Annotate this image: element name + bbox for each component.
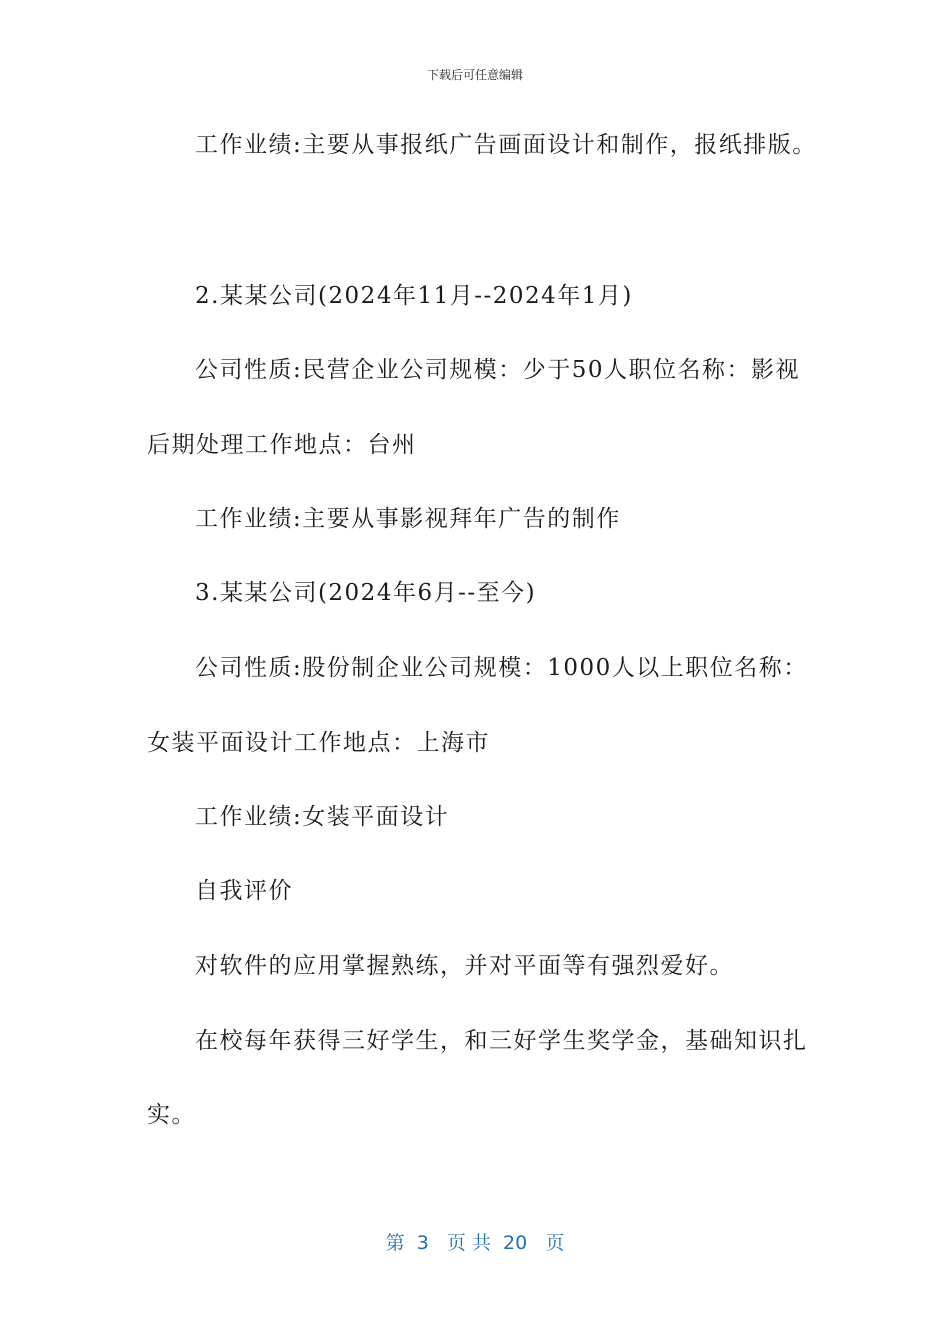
text-line-self-eval-1: 对软件的应用掌握熟练，并对平面等有强烈爱好。 — [195, 953, 734, 979]
text-line-company-3-location: 女装平面设计工作地点：上海市 — [147, 730, 490, 756]
header-note: 下载后可任意编辑 — [426, 68, 523, 82]
text-line-company-3-nature: 公司性质:股份制企业公司规模：1000人以上职位名称： — [195, 655, 808, 681]
text-line-work-achievement-1: 工作业绩:主要从事报纸广告画面设计和制作，报纸排版。 — [195, 132, 817, 158]
text-line-company-3: 3.某某公司(2024年6月--至今) — [195, 580, 537, 606]
text-line-work-achievement-2: 工作业绩:主要从事影视拜年广告的制作 — [195, 506, 621, 532]
text-line-self-eval-2-cont: 实。 — [147, 1102, 196, 1128]
text-line-company-2: 2.某某公司(2024年11月--2024年1月) — [195, 283, 633, 309]
text-line-work-achievement-3: 工作业绩:女装平面设计 — [195, 804, 450, 830]
section-heading-self-evaluation: 自我评价 — [195, 878, 293, 904]
page-number-footer: 第 3 页 共 20 页 — [385, 1232, 565, 1254]
text-line-self-eval-2: 在校每年获得三好学生，和三好学生奖学金，基础知识扎 — [195, 1028, 808, 1054]
text-line-company-2-nature: 公司性质:民营企业公司规模：少于50人职位名称：影视 — [195, 357, 801, 383]
text-line-company-2-location: 后期处理工作地点：台州 — [147, 432, 417, 458]
